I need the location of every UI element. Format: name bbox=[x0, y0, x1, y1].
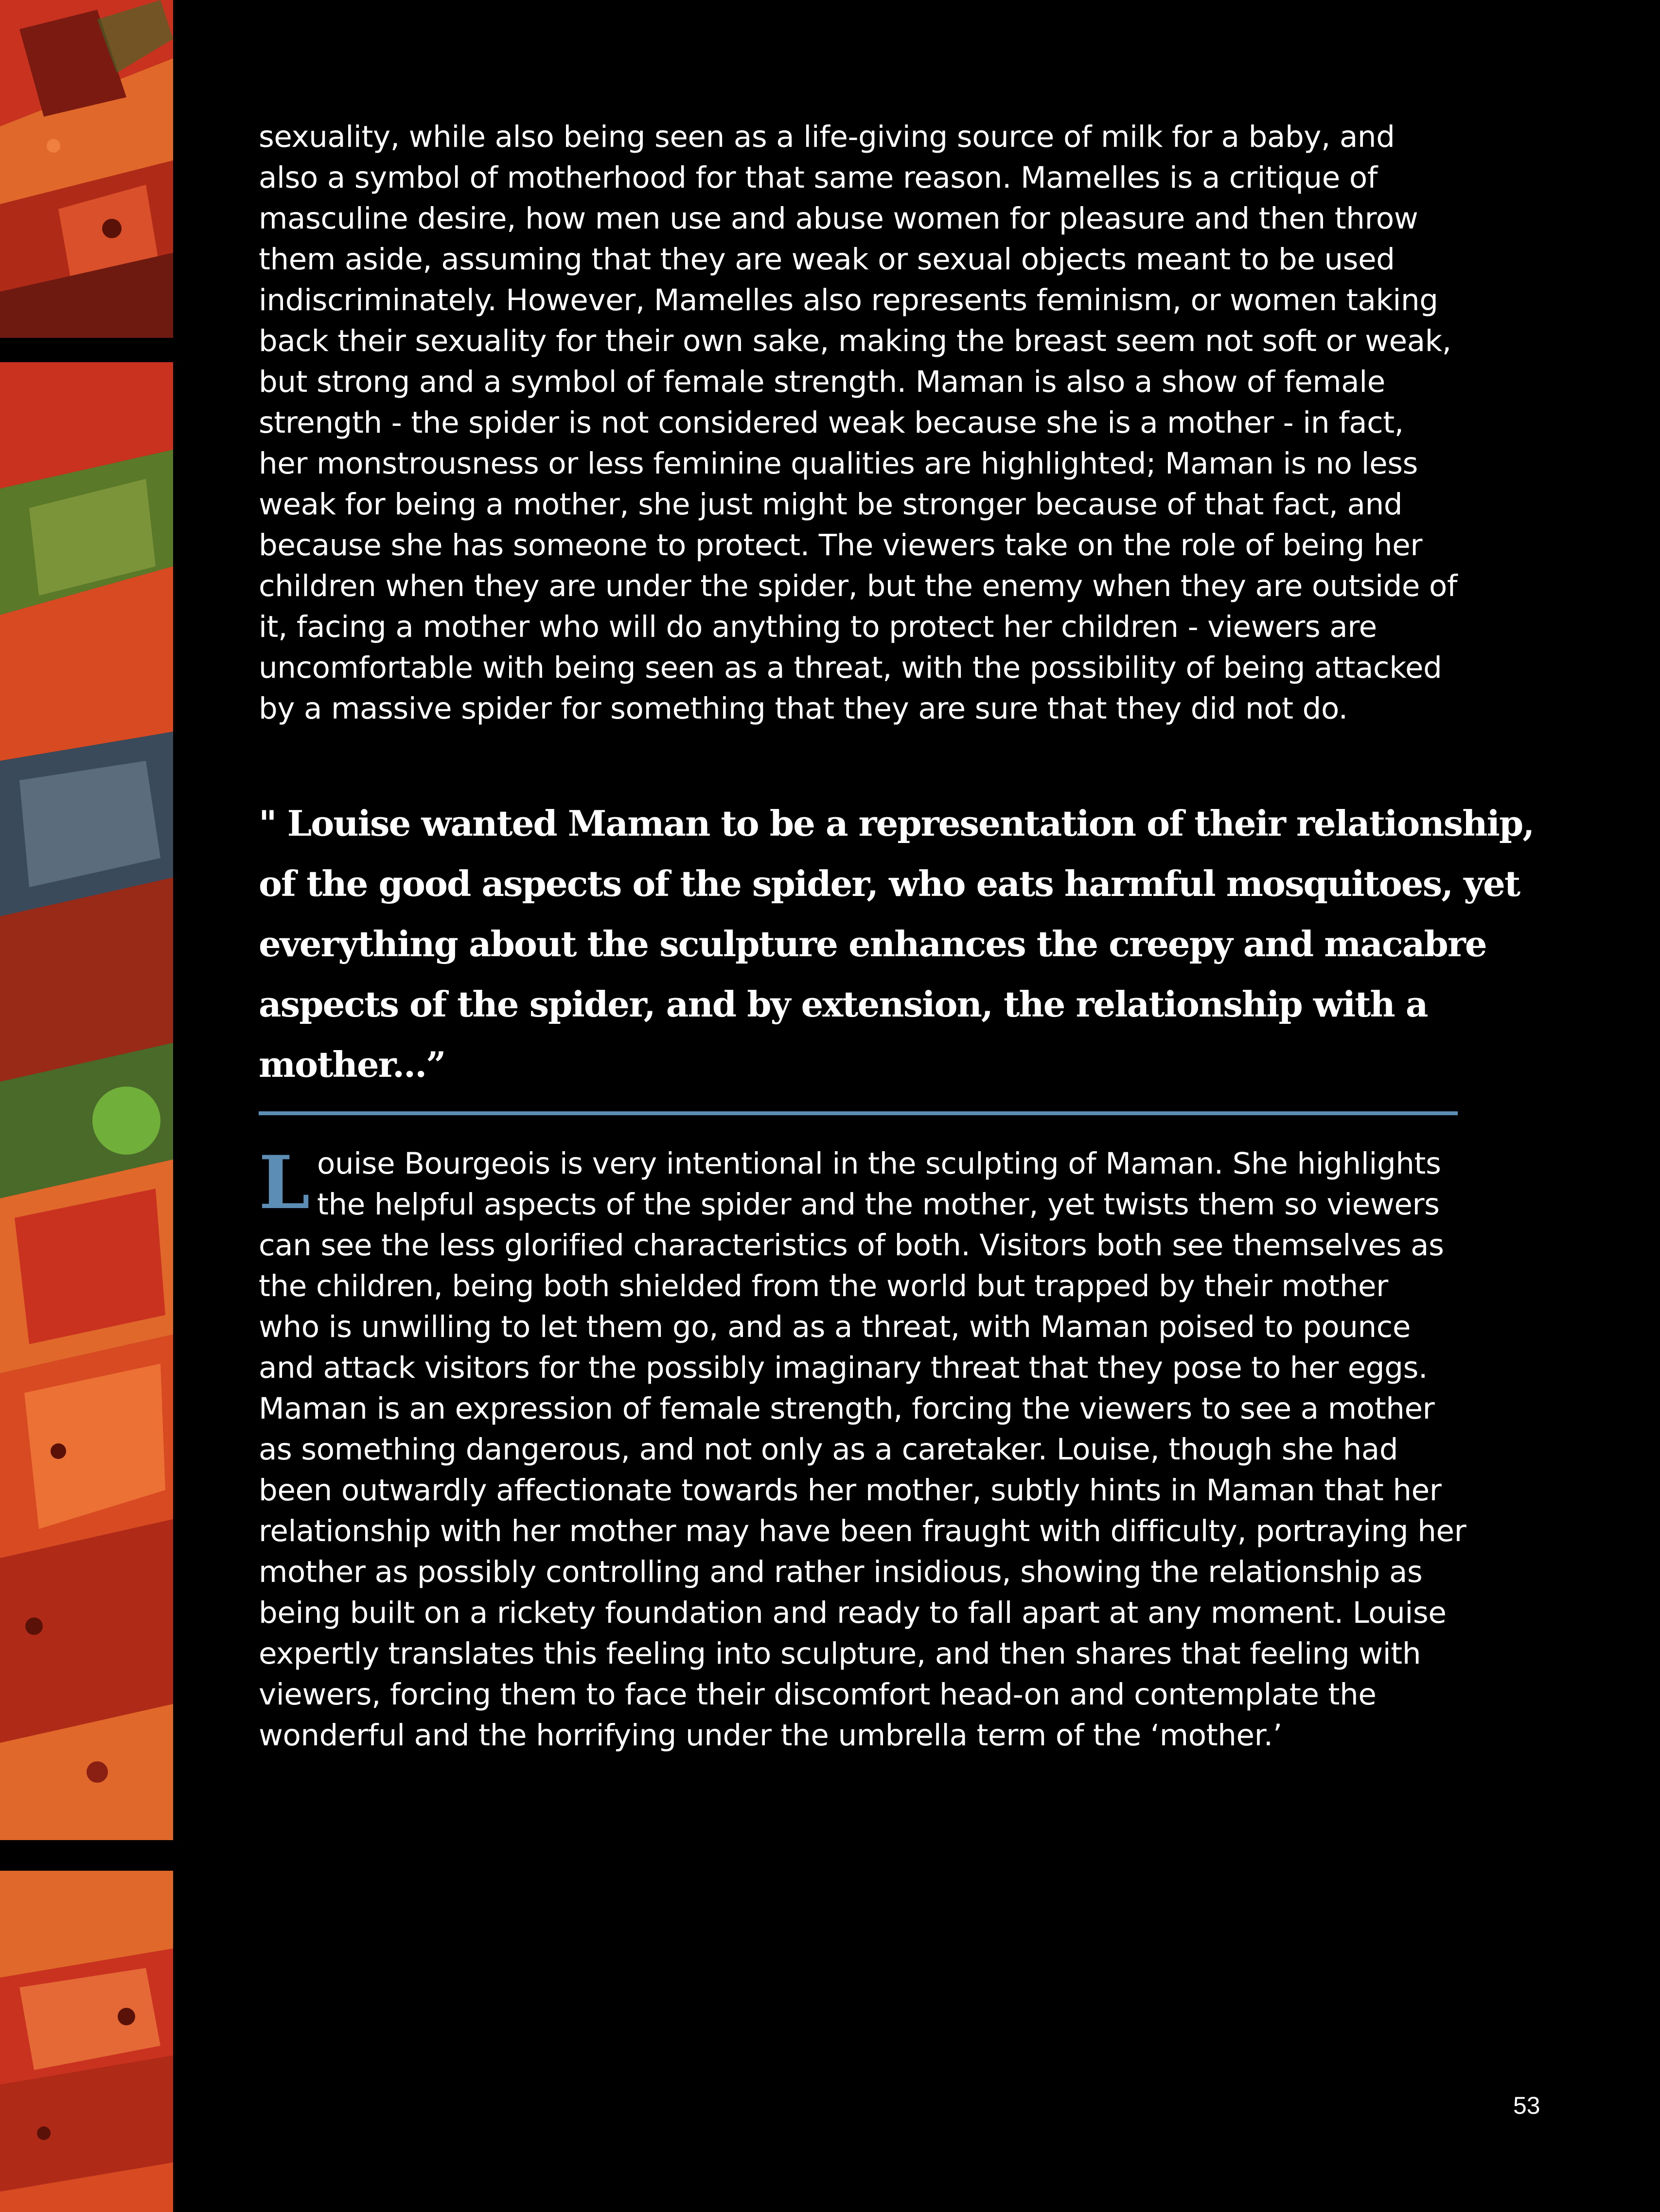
paragraph-1-line: children when they are under the spider, but the enemy when they are outside of bbox=[259, 569, 1458, 603]
paragraph-1-line: her monstrousness or less feminine qualities are highlighted; Maman is no less bbox=[259, 446, 1418, 481]
paragraph-1-line: but strong and a symbol of female strength. Maman is also a show of female bbox=[259, 365, 1385, 399]
paragraph-2 bbox=[259, 1140, 1552, 1756]
paragraph-1-line: also a symbol of motherhood for that same reason. Mamelles is a critique of bbox=[259, 160, 1377, 195]
art-panel-bottom bbox=[0, 1871, 173, 2212]
paragraph-2-line: Maman is an expression of female strength, forcing the viewers to see a mother bbox=[259, 1391, 1435, 1426]
pull-quote-line: aspects of the spider, and by extension, the relationship with a bbox=[259, 983, 1428, 1025]
paragraph-2-line: viewers, forcing them to face their discomfort head-on and contemplate the bbox=[259, 1677, 1377, 1712]
paragraph-2-line: the children, being both shielded from the world but trapped by their mother bbox=[259, 1269, 1388, 1303]
paragraph-2-line: who is unwilling to let them go, and as a threat, with Maman poised to pounce bbox=[259, 1310, 1411, 1344]
paragraph-1-line: because she has someone to protect. The viewers take on the role of being her bbox=[259, 528, 1423, 562]
paragraph-2-line: can see the less glorified characteristics of both. Visitors both see themselves as bbox=[259, 1228, 1444, 1263]
paragraph-2-line: being built on a rickety foundation and ready to fall apart at any moment. Louise bbox=[259, 1596, 1447, 1630]
decorative-art-strip bbox=[0, 0, 173, 2212]
drop-cap: L bbox=[259, 1140, 310, 1226]
paragraph-2-line: ouise Bourgeois is very intentional in the sculpting of Maman. She highlights bbox=[317, 1146, 1441, 1181]
paragraph-1-line: it, facing a mother who will do anything to protect her children - viewers are bbox=[259, 610, 1377, 644]
pull-quote-line: mother...” bbox=[259, 1044, 445, 1085]
article-body bbox=[259, 117, 1552, 1756]
paragraph-1-line: by a massive spider for something that they are sure that they did not do. bbox=[259, 691, 1348, 726]
pull-quote-line: " Louise wanted Maman to be a representation of their relationship, bbox=[259, 803, 1534, 844]
paragraph-2-line: wonderful and the horrifying under the umbrella term of the ‘mother.’ bbox=[259, 1718, 1282, 1753]
paragraph-1-line: weak for being a mother, she just might be stronger because of that fact, and bbox=[259, 487, 1403, 522]
paragraph-1-line: masculine desire, how men use and abuse women for pleasure and then throw bbox=[259, 201, 1418, 236]
paragraph-1 bbox=[259, 117, 1552, 729]
pull-quote bbox=[259, 793, 1552, 1095]
pull-quote-line: of the good aspects of the spider, who eats harmful mosquitoes, yet bbox=[259, 863, 1520, 904]
paragraph-2-line: mother as possibly controlling and rather insidious, showing the relationship as bbox=[259, 1555, 1423, 1589]
art-panel-top bbox=[0, 0, 173, 338]
paragraph-1-line: strength - the spider is not considered weak because she is a mother - in fact, bbox=[259, 405, 1404, 440]
art-panel-middle bbox=[0, 362, 173, 1840]
paragraph-2-line: expertly translates this feeling into sculpture, and then shares that feeling with bbox=[259, 1636, 1421, 1671]
pull-quote-line: everything about the sculpture enhances the creepy and macabre bbox=[259, 923, 1486, 965]
paragraph-1-line: back their sexuality for their own sake, making the breast seem not soft or weak, bbox=[259, 324, 1451, 358]
paragraph-2-line: and attack visitors for the possibly imaginary threat that they pose to her eggs. bbox=[259, 1351, 1428, 1385]
page-number: 53 bbox=[1513, 2092, 1540, 2119]
paragraph-2-line: as something dangerous, and not only as a caretaker. Louise, though she had bbox=[259, 1432, 1398, 1467]
paragraph-2-line: the helpful aspects of the spider and the mother, yet twists them so viewers bbox=[317, 1187, 1440, 1222]
paragraph-1-line: them aside, assuming that they are weak or sexual objects meant to be used bbox=[259, 242, 1395, 277]
paragraph-2-line: relationship with her mother may have been fraught with difficulty, portraying her bbox=[259, 1514, 1466, 1548]
paragraph-1-line: indiscriminately. However, Mamelles also represents feminism, or women taking bbox=[259, 283, 1438, 317]
paragraph-1-line: uncomfortable with being seen as a threat, with the possibility of being attacked bbox=[259, 650, 1442, 685]
paragraph-2-line: been outwardly affectionate towards her mother, subtly hints in Maman that her bbox=[259, 1473, 1442, 1508]
divider-rule bbox=[259, 1111, 1458, 1115]
paragraph-1-line: sexuality, while also being seen as a life-giving source of milk for a baby, and bbox=[259, 120, 1395, 154]
